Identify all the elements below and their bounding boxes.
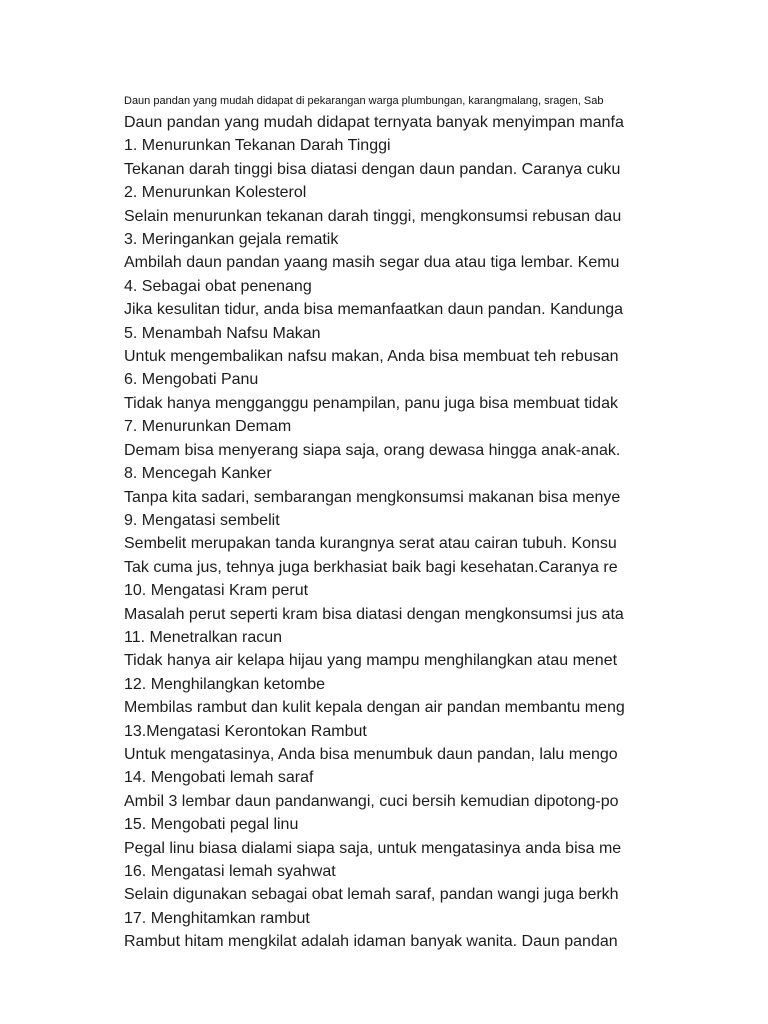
- item-heading: 8. Mencegah Kanker: [124, 465, 272, 483]
- item-heading: 16. Mengatasi lemah syahwat: [124, 863, 336, 880]
- item-heading: 17. Menghitamkan rambut: [124, 909, 310, 927]
- paragraph-line: Rambut hitam mengkilat adalah idaman banyak wanita. Daun pandan: [124, 933, 618, 951]
- text-lines: [124, 111, 670, 954]
- item-heading: 1. Menurunkan Tekanan Darah Tinggi: [124, 137, 391, 155]
- item-heading: 6. Mengobati Panu: [124, 371, 259, 389]
- paragraph-line: Daun pandan yang mudah didapat ternyata banyak menyimpan manfa: [124, 114, 624, 131]
- item-heading: 13.Mengatasi Kerontokan Rambut: [124, 722, 367, 740]
- item-heading: 14. Mengobati lemah saraf: [124, 769, 314, 787]
- paragraph-line: Ambil 3 lembar daun pandanwangi, cuci bersih kemudian dipotong-po: [124, 792, 619, 810]
- paragraph-line: Sembelit merupakan tanda kurangnya serat atau cairan tubuh. Konsu: [124, 535, 617, 553]
- item-heading: 4. Sebagai obat penenang: [124, 277, 312, 295]
- paragraph-line: Membilas rambut dan kulit kepala dengan air pandan membantu meng: [124, 699, 625, 717]
- paragraph-line: Tekanan darah tinggi bisa diatasi dengan daun pandan. Caranya cuku: [124, 160, 621, 178]
- paragraph-line: Pegal linu biasa dialami siapa saja, untuk mengatasinya anda bisa me: [124, 839, 622, 857]
- paragraph-line: Tanpa kita sadari, sembarangan mengkonsumsi makanan bisa menye: [124, 488, 621, 506]
- item-heading: 9. Mengatasi sembelit: [124, 511, 280, 529]
- item-heading: 3. Meringankan gejala rematik: [124, 231, 339, 249]
- item-heading: 2. Menurunkan Kolesterol: [124, 184, 307, 202]
- paragraph-line: Masalah perut seperti kram bisa diatasi dengan mengkonsumsi jus ata: [124, 605, 624, 623]
- item-heading: 7. Menurunkan Demam: [124, 418, 292, 436]
- paragraph-line: Selain menurunkan tekanan darah tinggi, mengkonsumsi rebusan dau: [124, 207, 622, 225]
- paragraph-line: Untuk mengembalikan nafsu makan, Anda bisa membuat teh rebusan: [124, 348, 619, 366]
- paragraph-line: Tidak hanya air kelapa hijau yang mampu menghilangkan atau menet: [124, 652, 618, 670]
- item-heading: 15. Mengobati pegal linu: [124, 816, 299, 834]
- paragraph-line: Jika kesulitan tidur, anda bisa memanfaatkan daun pandan. Kandunga: [124, 301, 624, 319]
- paragraph-line: Demam bisa menyerang siapa saja, orang dewasa hingga anak-anak.: [124, 441, 621, 459]
- paragraph-line: Tak cuma jus, tehnya juga berkhasiat baik bagi kesehatan.Caranya re: [124, 558, 618, 576]
- item-heading: 12. Menghilangkan ketombe: [124, 675, 326, 693]
- document-body: [124, 91, 670, 954]
- item-heading: 11. Menetralkan racun: [124, 628, 283, 646]
- paragraph-line: Selain digunakan sebagai obat lemah saraf, pandan wangi juga berkh: [124, 886, 619, 904]
- item-heading: 10. Mengatasi Kram perut: [124, 582, 309, 600]
- paragraph-line: Tidak hanya mengganggu penampilan, panu juga bisa membuat tidak: [124, 394, 618, 412]
- paragraph-line: Ambilah daun pandan yaang masih segar dua atau tiga lembar. Kemu: [124, 254, 620, 272]
- paragraph-line: Untuk mengatasinya, Anda bisa menumbuk daun pandan, lalu mengo: [124, 745, 618, 763]
- photo-caption: Daun pandan yang mudah didapat di pekarangan warga plumbungan, karangmalang, sragen, Sab: [124, 95, 604, 107]
- item-heading: 5. Menambah Nafsu Makan: [124, 324, 321, 342]
